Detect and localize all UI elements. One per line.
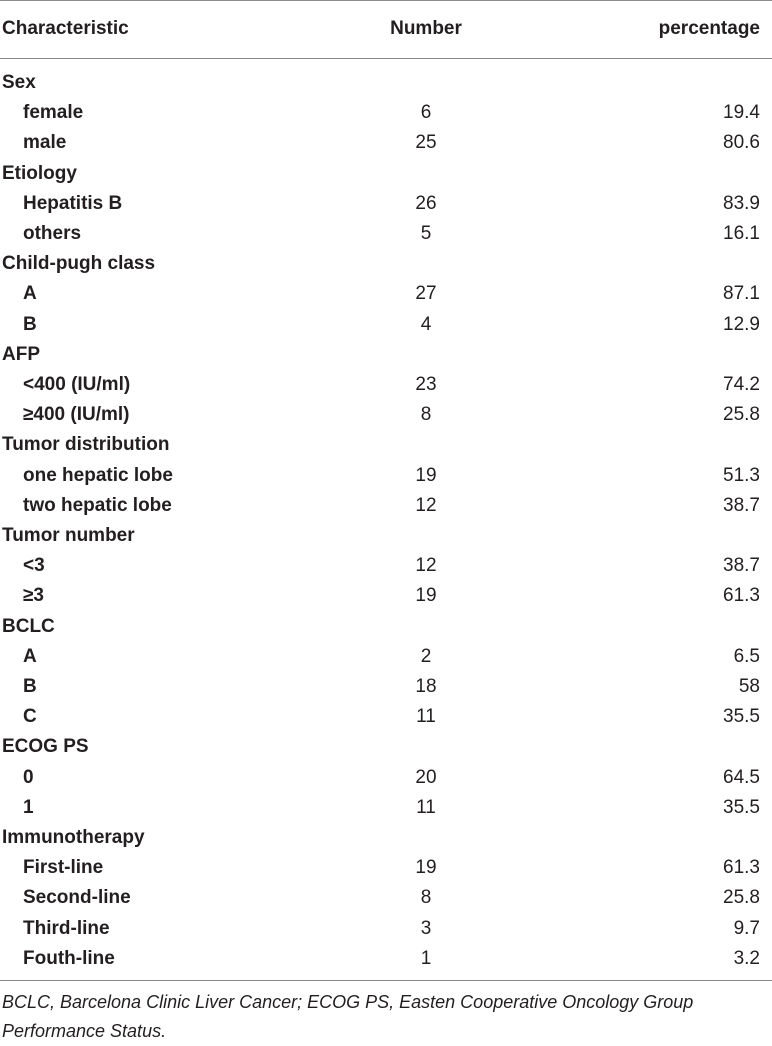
row-label: A — [23, 645, 37, 667]
row-number: 20 — [415, 766, 437, 788]
table-row — [0, 914, 772, 944]
table-row — [0, 672, 772, 702]
row-label: Hepatitis B — [23, 192, 123, 214]
row-number: 12 — [415, 494, 437, 516]
row-number: 18 — [415, 676, 437, 697]
row-percentage: 80.6 — [723, 132, 760, 154]
row-percentage: 38.7 — [723, 555, 760, 577]
table-row — [0, 491, 772, 521]
row-label: 0 — [23, 766, 34, 788]
group-row — [0, 68, 772, 98]
table-row — [0, 98, 772, 128]
row-label: Fouth-line — [23, 947, 115, 969]
row-percentage: 74.2 — [723, 374, 760, 395]
table-row — [0, 853, 772, 883]
row-label: C — [23, 706, 37, 728]
row-label: others — [23, 223, 82, 244]
row-label: Third-line — [23, 917, 110, 939]
row-percentage: 83.9 — [723, 192, 760, 214]
group-row — [0, 159, 772, 189]
row-number: 23 — [415, 374, 437, 395]
table-row — [0, 551, 772, 581]
group-row — [0, 430, 772, 460]
table-row — [0, 279, 772, 309]
row-percentage: 51.3 — [723, 464, 760, 486]
group-label: ECOG PS — [2, 736, 89, 758]
row-percentage: 9.7 — [733, 917, 760, 939]
table-row — [0, 642, 772, 672]
group-label: Tumor distribution — [2, 434, 170, 456]
row-percentage: 61.3 — [723, 857, 760, 879]
table-row — [0, 944, 772, 974]
row-percentage: 16.1 — [723, 223, 760, 244]
row-number: 12 — [415, 555, 437, 577]
row-label: ≥400 (IU/ml) — [23, 404, 130, 426]
table-row — [0, 763, 772, 793]
group-row — [0, 732, 772, 762]
table-row — [0, 581, 772, 611]
table-row — [0, 310, 772, 340]
row-number: 26 — [415, 192, 437, 214]
row-number: 3 — [420, 917, 432, 939]
table-row — [0, 189, 772, 219]
group-row — [0, 521, 772, 551]
table-row — [0, 370, 772, 400]
row-number: 8 — [420, 887, 432, 909]
row-percentage: 38.7 — [723, 494, 760, 516]
row-label: <3 — [23, 555, 45, 577]
group-row — [0, 823, 772, 853]
group-label: Child-pugh class — [2, 253, 156, 275]
row-label: Second-line — [23, 887, 131, 909]
group-label: Sex — [2, 72, 36, 93]
row-percentage: 25.8 — [723, 404, 760, 426]
row-number: 6 — [420, 102, 432, 124]
group-label: AFP — [2, 343, 40, 365]
table-row — [0, 461, 772, 491]
row-percentage: 35.5 — [723, 796, 760, 818]
table-row — [0, 219, 772, 249]
row-percentage: 58 — [738, 676, 760, 697]
table-row — [0, 128, 772, 158]
table-row — [0, 702, 772, 732]
table-header-rule — [0, 58, 772, 59]
row-percentage: 25.8 — [723, 887, 760, 909]
group-row — [0, 249, 772, 279]
row-number: 19 — [415, 464, 437, 486]
group-label: Tumor number — [2, 525, 135, 546]
group-label: Etiology — [2, 162, 77, 184]
table-header-row — [0, 14, 772, 44]
row-percentage: 19.4 — [723, 102, 760, 124]
row-label: one hepatic lobe — [23, 464, 173, 486]
group-row — [0, 340, 772, 370]
row-label: First-line — [23, 857, 104, 879]
header-characteristic: Characteristic — [2, 18, 129, 39]
row-percentage: 87.1 — [723, 283, 760, 305]
row-percentage: 6.5 — [733, 645, 760, 667]
header-number: Number — [390, 18, 462, 39]
table-bottom-rule — [0, 980, 772, 981]
row-number: 11 — [416, 706, 436, 728]
row-number: 5 — [420, 223, 432, 244]
row-number: 25 — [415, 132, 437, 154]
row-label: B — [23, 313, 37, 335]
group-label: Immunotherapy — [2, 827, 145, 848]
row-label: two hepatic lobe — [23, 494, 172, 516]
row-label: <400 (IU/ml) — [23, 374, 131, 395]
row-number: 1 — [420, 947, 432, 969]
row-label: A — [23, 283, 37, 305]
row-percentage: 61.3 — [723, 585, 760, 607]
group-row — [0, 612, 772, 642]
row-percentage: 3.2 — [733, 947, 760, 969]
row-number: 2 — [420, 645, 432, 667]
header-percentage: percentage — [658, 18, 760, 39]
row-label: male — [23, 132, 67, 154]
row-label: female — [23, 102, 84, 124]
table-row — [0, 400, 772, 430]
row-number: 19 — [415, 585, 437, 607]
row-number: 19 — [415, 857, 437, 879]
row-label: 1 — [23, 796, 34, 818]
row-percentage: 12.9 — [723, 313, 760, 335]
table-footnote: BCLC, Barcelona Clinic Liver Cancer; ECOG PS, Easten Cooperative Oncology Group Performance Status. — [2, 992, 694, 1041]
row-number: 8 — [420, 404, 432, 426]
row-percentage: 35.5 — [723, 706, 760, 728]
group-label: BCLC — [2, 615, 55, 637]
row-number: 27 — [415, 283, 437, 305]
table-row — [0, 793, 772, 823]
row-number: 11 — [416, 796, 436, 818]
row-label: B — [23, 676, 37, 697]
row-label: ≥3 — [23, 585, 44, 607]
row-percentage: 64.5 — [723, 766, 760, 788]
row-number: 4 — [420, 313, 432, 335]
table-row — [0, 883, 772, 913]
table-top-rule — [0, 0, 772, 1]
